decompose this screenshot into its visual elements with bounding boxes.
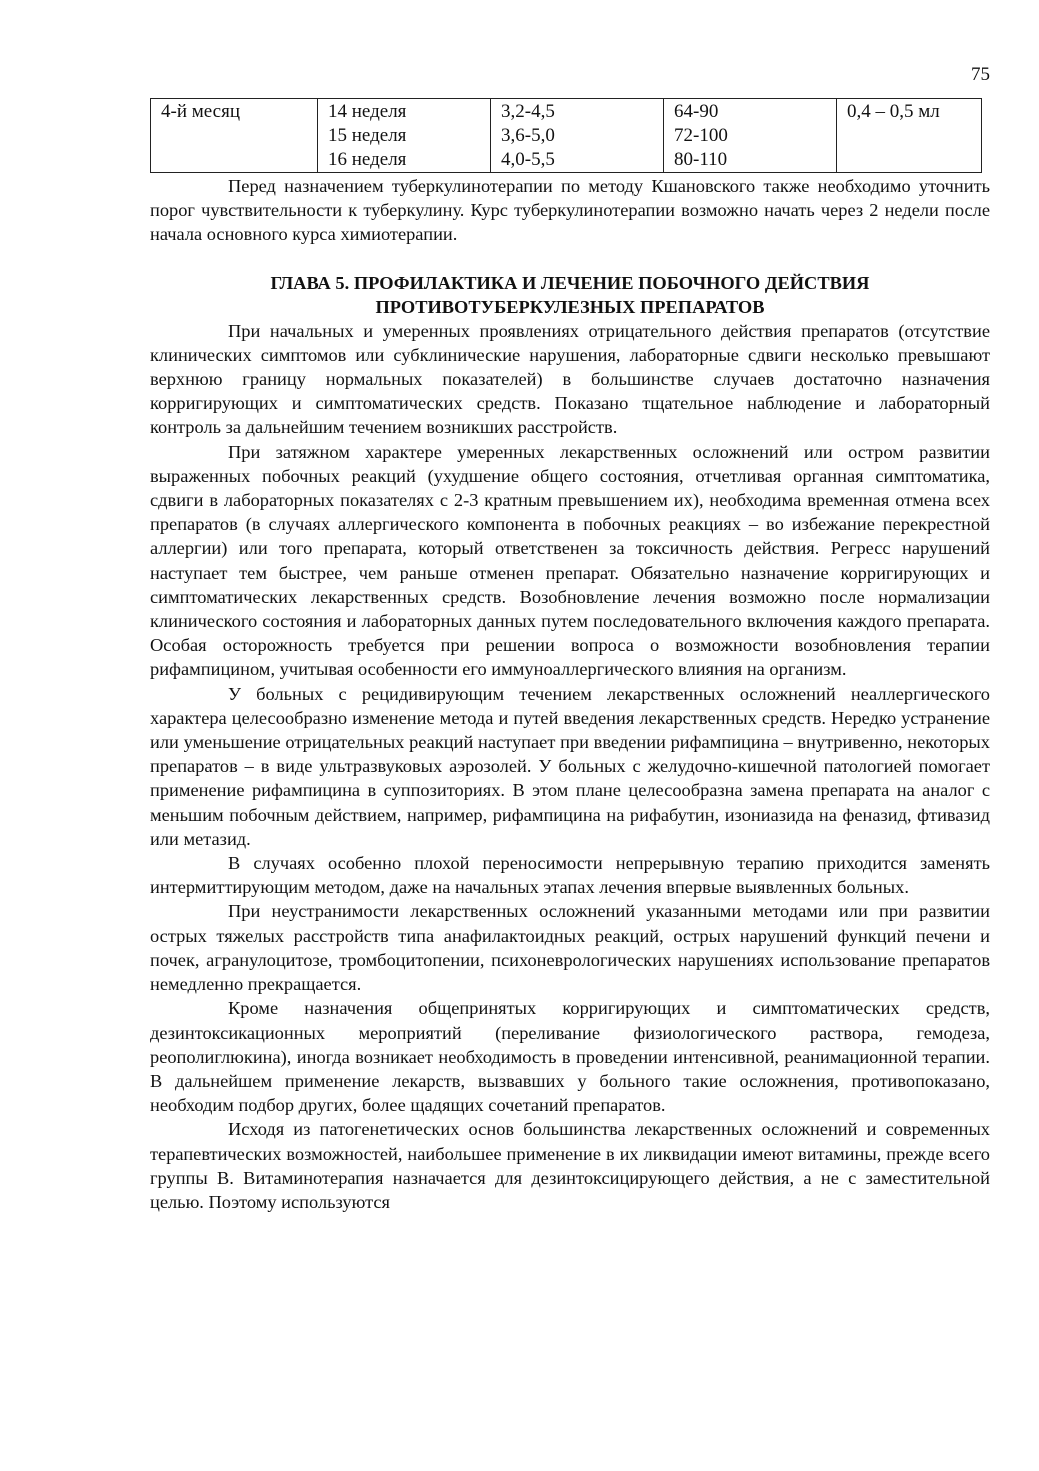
col4-value: 80-110 <box>674 149 728 170</box>
chapter-title-line: ПРОТИВОТУБЕРКУЛЕЗНЫХ ПРЕПАРАТОВ <box>375 296 765 317</box>
week-label: 15 неделя <box>328 125 407 146</box>
col3-value: 3,6-5,0 <box>501 125 555 146</box>
chapter-title-line: ГЛАВА 5. ПРОФИЛАКТИКА И ЛЕЧЕНИЕ ПОБОЧНОГО ДЕЙСТВИЯ <box>270 272 870 293</box>
dosage-table <box>150 98 982 173</box>
body-paragraph: Исходя из патогенетических основ большинства лекарственных осложнений и современных терапевтических возможностей, наибольшее применение в их ликвидации имеют витамины, прежде всего группы В. Витаминотерапия назначается для дезинтоксицирующего действия, а не с заместительной целью. Поэтому используются <box>150 1119 990 1212</box>
body-paragraph: В случаях особенно плохой переносимости непрерывную терапию приходится заменять интермиттирующим методом, даже на начальных этапах лечения впервые выявленных больных. <box>150 853 990 898</box>
page-number: 75 <box>971 64 990 85</box>
col4-value: 64-90 <box>674 101 719 122</box>
table-cell-col3 <box>491 99 664 173</box>
intro-paragraph: Перед назначением туберкулинотерапии по методу Кшановского также необходимо уточнить порог чувствительности к туберкулину. Курс туберкулинотерапии возможно начать через 2 недели после начала основного курса химиотерапии. <box>150 176 990 245</box>
body-paragraph: Кроме назначения общепринятых корригирующих и симптоматических средств, дезинтоксикационных мероприятий (переливание физиологического раствора, гемодеза, реополиглюкина), иногда возникает необходимость в проведении интенсивной, реанимационной терапии. В дальнейшем применение лекарств, вызвавших у больного такие осложнения, противопоказано, необходим подбор других, более щадящих сочетаний препаратов. <box>150 998 990 1116</box>
document-body <box>150 174 990 1214</box>
col3-value: 3,2-4,5 <box>501 101 555 122</box>
body-paragraph: При неустранимости лекарственных осложнений указанными методами или при развитии острых тяжелых расстройств типа анафилактоидных реакций, острых нарушений функций печени и почек, агранулоцитозе, тромбоцитопении, психоневрологических нарушениях использование препаратов немедленно прекращается. <box>150 901 990 995</box>
body-paragraph: При начальных и умеренных проявлениях отрицательного действия препаратов (отсутствие клинических симптомов или субклинические нарушения, лабораторные сдвиги несколько превышают верхнюю границу нормальных показателей) в большинстве случаев достаточно назначения корригирующих и симптоматических средств. Показано тщательное наблюдение и лабораторный контроль за дальнейшим течением возникших расстройств. <box>150 320 990 438</box>
period-label: 4-й месяц <box>161 101 241 122</box>
table-cell-dose <box>837 99 982 173</box>
chapter-title <box>150 271 990 319</box>
table-cell-period <box>151 99 318 173</box>
body-paragraph: При затяжном характере умеренных лекарственных осложнений или остром развитии выраженных побочных реакций (ухудшение общего состояния, отчетливая органная симптоматика, сдвиги в лабораторных показателях с 2-3 кратным превышением их), необходима временная отмена всех препаратов (в случаях аллергического компонента в побочных реакциях – во избежание перекрестной аллергии) или того препарата, который ответственен за токсичность действия. Регресс нарушений наступает тем быстрее, чем раньше отменен препарат. Обязательно назначение корригирующих и симптоматических лекарственных средств. Возобновление лечения возможно после нормализации клинического состояния и лабораторных данных путем последовательного включения каждого препарата. Особая осторожность требуется при решении вопроса о возможности возобновления терапии рифампицином, учитывая особенности его иммуноаллергического влияния на организм. <box>150 441 990 680</box>
week-label: 16 неделя <box>328 149 407 170</box>
col3-value: 4,0-5,5 <box>501 149 555 170</box>
dose-value: 0,4 – 0,5 мл <box>847 101 940 122</box>
body-paragraph: У больных с рецидивирующим течением лекарственных осложнений неаллергического характера целесообразно изменение метода и путей введения лекарственных средств. Нередко устранение или уменьшение отрицательных реакций наступает при введении рифампицина – внутривенно, некоторых препаратов – в виде ультразвуковых аэрозолей. У больных с желудочно-кишечной патологией помогает применение рифампицина в суппозиториях. В этом плане целесообразна замена препарата на аналог с меньшим побочным действием, например, рифампицина на рифабутин, изониазида на феназид, фтивазид или метазид. <box>150 683 990 849</box>
col4-value: 72-100 <box>674 125 728 146</box>
table-cell-weeks <box>318 99 491 173</box>
table-cell-col4 <box>664 99 837 173</box>
week-label: 14 неделя <box>328 101 407 122</box>
table-row <box>151 99 982 173</box>
